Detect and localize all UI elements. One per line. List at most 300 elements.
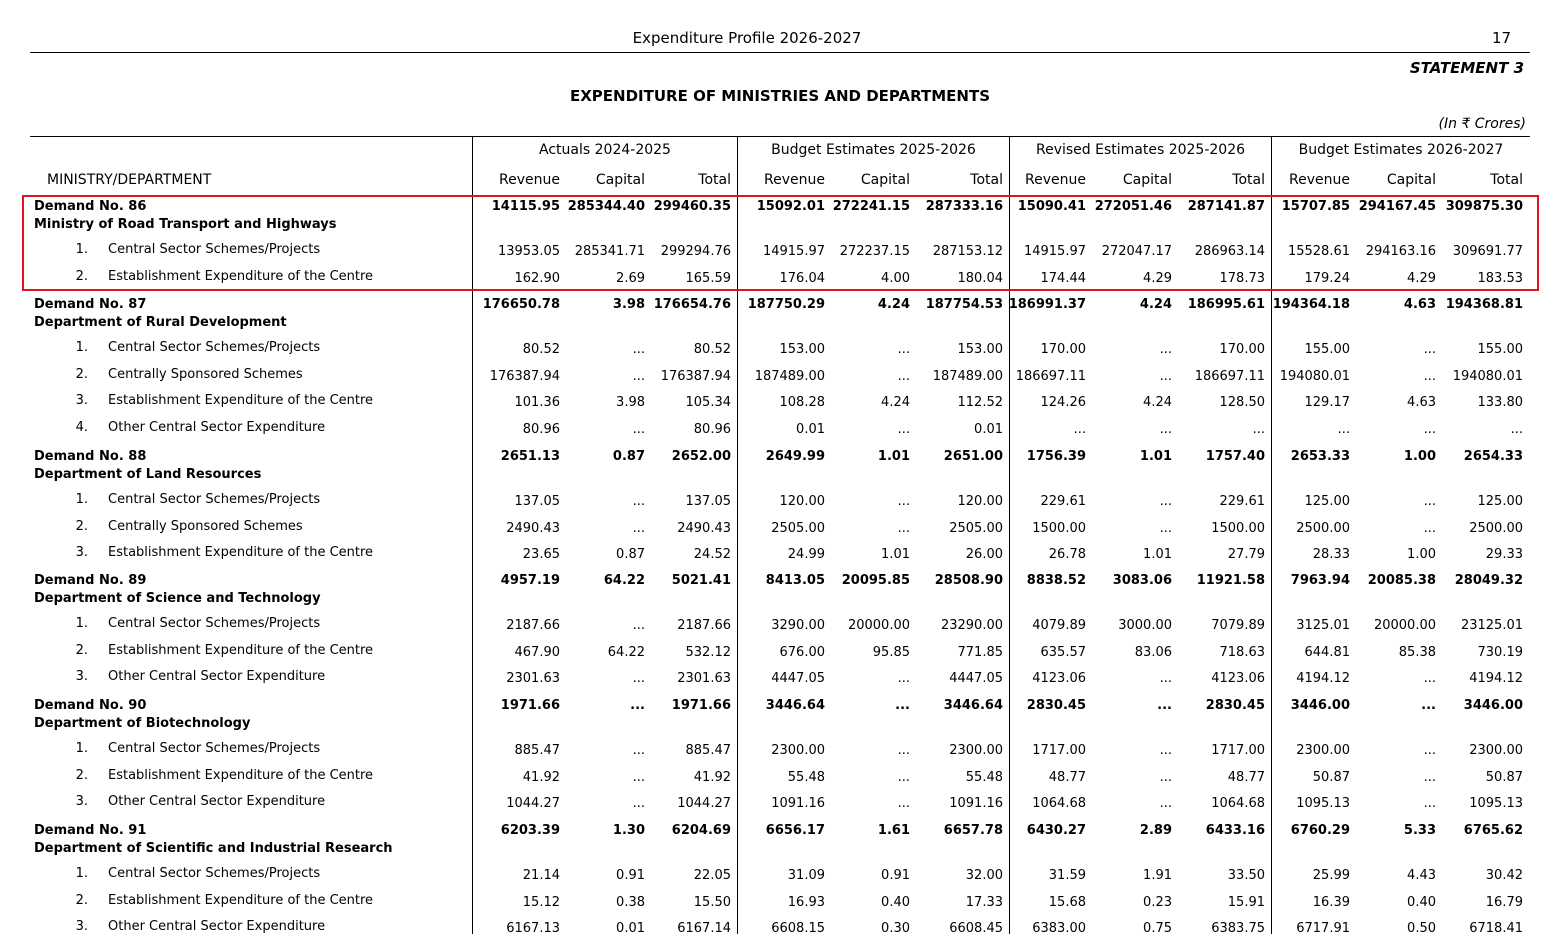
table-cell-value: 80.96 — [522, 421, 560, 437]
table-cell-value: 7963.94 — [1290, 573, 1350, 588]
table-cell-value: 1.00 — [1407, 547, 1436, 563]
table-cell-value: ... — [1073, 421, 1086, 437]
item-number: 2. — [75, 892, 88, 908]
table-cell-value: 15707.85 — [1281, 199, 1350, 214]
table-cell-value: 80.52 — [522, 342, 560, 357]
table-cell-value: 129.17 — [1304, 395, 1350, 411]
table-cell-value: 14115.95 — [491, 199, 560, 214]
table-cell-value: 165.59 — [685, 270, 731, 286]
table-cell-value: 3446.00 — [1290, 698, 1350, 713]
table-cell-value: 2300.00 — [771, 743, 825, 758]
item-number: 1. — [75, 616, 88, 631]
table-cell-value: 32.00 — [965, 868, 1003, 883]
table-cell-value: 50.87 — [1485, 769, 1523, 785]
table-cell-value: 1756.39 — [1026, 449, 1086, 464]
table-cell-value: 1044.27 — [506, 796, 560, 812]
table-cell-value: 0.75 — [1143, 921, 1172, 937]
table-cell-value: 153.00 — [957, 342, 1003, 357]
item-label: Central Sector Schemes/Projects — [108, 340, 321, 355]
table-cell-value: 80.52 — [693, 342, 731, 357]
table-cell-value: 2653.33 — [1290, 449, 1350, 464]
table-cell-value: 24.52 — [693, 547, 731, 563]
table-cell-value: ... — [1423, 421, 1436, 437]
table-cell-value: 176387.94 — [660, 368, 731, 384]
table-cell-value: 1500.00 — [1211, 520, 1265, 536]
table-cell-value: 4.43 — [1407, 868, 1436, 883]
table-cell-value: 179.24 — [1304, 270, 1350, 286]
demand-row — [0, 573, 1564, 593]
table-cell-value: 2500.00 — [1296, 520, 1350, 536]
table-cell-value: 0.01 — [616, 921, 645, 937]
item-label: Establishment Expenditure of the Centre — [108, 268, 374, 284]
table-cell-value: 1044.27 — [677, 796, 731, 812]
column-header: Capital — [1122, 172, 1172, 188]
table-cell-value: ... — [632, 796, 645, 812]
table-cell-value: 120.00 — [957, 494, 1003, 509]
table-cell-value: ... — [1423, 342, 1436, 357]
table-cell-value: 2651.13 — [500, 449, 560, 464]
table-cell-value: 676.00 — [779, 644, 825, 660]
table-row — [0, 519, 1564, 539]
table-cell-value: 2649.99 — [765, 449, 825, 464]
demand-number: Demand No. 87 — [34, 297, 147, 312]
column-header: Capital — [595, 172, 645, 188]
table-row — [0, 367, 1564, 387]
table-cell-value: 2300.00 — [1296, 743, 1350, 758]
table-cell-value: 299460.35 — [653, 199, 731, 214]
table-cell-value: 6656.17 — [765, 823, 825, 838]
column-header: Total — [1490, 172, 1523, 188]
table-cell-value: 178.73 — [1219, 270, 1265, 286]
table-cell-value: 3446.00 — [1463, 698, 1523, 713]
column-header: Capital — [1386, 172, 1436, 188]
table-cell-value: 635.57 — [1040, 644, 1086, 660]
table-cell-value: 2300.00 — [1469, 743, 1523, 758]
table-cell-value: 133.80 — [1477, 395, 1523, 411]
table-cell-value: 6608.45 — [949, 921, 1003, 937]
table-cell-value: ... — [1159, 494, 1172, 509]
table-cell-value: 15.12 — [522, 894, 560, 910]
column-header: Capital — [860, 172, 910, 188]
table-cell-value: ... — [1159, 769, 1172, 785]
table-cell-value: ... — [632, 769, 645, 785]
table-cell-value: 1.01 — [877, 449, 910, 464]
table-cell-value: 0.40 — [1407, 894, 1436, 910]
table-cell-value: 108.28 — [779, 395, 825, 411]
table-cell-value: 2505.00 — [771, 520, 825, 536]
table-cell-value: 5.33 — [1403, 823, 1436, 838]
table-cell-value: 2187.66 — [506, 618, 560, 633]
table-cell-value: 125.00 — [1477, 494, 1523, 509]
item-label: Other Central Sector Expenditure — [108, 419, 326, 435]
table-cell-value: 31.59 — [1048, 868, 1086, 883]
table-cell-value: 186697.11 — [1194, 368, 1265, 384]
table-cell-value: 2.89 — [1139, 823, 1172, 838]
table-cell-value: 50.87 — [1312, 769, 1350, 785]
table-cell-value: 25.99 — [1312, 868, 1350, 883]
table-cell-value: 31.09 — [787, 868, 825, 883]
department-name: Ministry of Road Transport and Highways — [34, 217, 337, 232]
table-cell-value: 6383.00 — [1032, 921, 1086, 937]
item-number: 2. — [75, 767, 88, 783]
table-cell-value: 4957.19 — [500, 573, 560, 588]
table-cell-value: 4194.12 — [1296, 671, 1350, 687]
table-row — [0, 492, 1564, 512]
table-cell-value: 2301.63 — [677, 671, 731, 687]
table-cell-value: 287153.12 — [932, 244, 1003, 259]
table-cell-value: 23290.00 — [940, 618, 1003, 633]
table-cell-value: 1.00 — [1403, 449, 1436, 464]
table-cell-value: 15092.01 — [756, 199, 825, 214]
item-label: Centrally Sponsored Schemes — [108, 366, 303, 382]
column-header: Total — [698, 172, 731, 188]
document-title: EXPENDITURE OF MINISTRIES AND DEPARTMENTS — [570, 87, 990, 105]
table-cell-value: 20000.00 — [847, 618, 910, 633]
table-cell-value: 4.24 — [881, 395, 910, 411]
table-cell-value: 1.01 — [1143, 547, 1172, 563]
table-cell-value: 4.63 — [1403, 297, 1436, 312]
table-cell-value: ... — [632, 743, 645, 758]
table-cell-value: 1064.68 — [1032, 796, 1086, 812]
table-cell-value: 80.96 — [693, 421, 731, 437]
table-row — [0, 741, 1564, 761]
table-cell-value: 20000.00 — [1373, 618, 1436, 633]
table-row — [0, 919, 1564, 939]
item-number: 3. — [75, 393, 88, 409]
table-row — [0, 616, 1564, 636]
table-cell-value: ... — [1252, 421, 1265, 437]
item-number: 3. — [75, 669, 88, 685]
table-cell-value: 644.81 — [1304, 644, 1350, 660]
table-row — [0, 643, 1564, 663]
table-cell-value: ... — [1423, 520, 1436, 536]
table-cell-value: 55.48 — [787, 769, 825, 785]
table-cell-value: 16.39 — [1312, 894, 1350, 910]
table-cell-value: 33.50 — [1227, 868, 1265, 883]
column-group-header: Revised Estimates 2025-2026 — [1035, 142, 1246, 158]
table-cell-value: 16.79 — [1485, 894, 1523, 910]
table-cell-value: 20095.85 — [841, 573, 910, 588]
table-cell-value: 3.98 — [616, 395, 645, 411]
page-header-title: Expenditure Profile 2026-2027 — [632, 29, 862, 47]
table-cell-value: 1.01 — [881, 547, 910, 563]
table-cell-value: 0.30 — [881, 921, 910, 937]
table-cell-value: 4.29 — [1143, 270, 1172, 286]
table-cell-value: 183.53 — [1477, 270, 1523, 286]
table-cell-value: 4.29 — [1407, 270, 1436, 286]
table-cell-value: 309875.30 — [1445, 199, 1523, 214]
column-header: Revenue — [499, 172, 560, 188]
table-cell-value: 95.85 — [872, 644, 910, 660]
table-cell-value: 187489.00 — [932, 368, 1003, 384]
table-cell-value: 286963.14 — [1194, 244, 1265, 259]
demand-row — [0, 698, 1564, 718]
table-cell-value: 176387.94 — [489, 368, 560, 384]
item-label: Central Sector Schemes/Projects — [108, 866, 321, 881]
table-top-rule — [30, 136, 1530, 137]
table-cell-value: ... — [1159, 368, 1172, 384]
table-cell-value: 137.05 — [685, 494, 731, 509]
table-cell-value: ... — [632, 342, 645, 357]
table-cell-value: 1064.68 — [1211, 796, 1265, 812]
table-cell-value: 187489.00 — [754, 368, 825, 384]
item-number: 1. — [75, 866, 88, 881]
table-cell-value: 4.24 — [877, 297, 910, 312]
table-row — [0, 866, 1564, 886]
table-cell-value: 532.12 — [685, 644, 731, 660]
table-cell-value: 0.91 — [881, 868, 910, 883]
table-cell-value: 272051.46 — [1094, 199, 1172, 214]
table-cell-value: 194364.18 — [1272, 297, 1350, 312]
table-cell-value: 0.38 — [616, 894, 645, 910]
item-label: Other Central Sector Expenditure — [108, 794, 326, 810]
table-cell-value: ... — [630, 698, 645, 713]
table-cell-value: 180.04 — [957, 270, 1003, 286]
item-label: Establishment Expenditure of the Centre — [108, 642, 374, 658]
table-cell-value: 287141.87 — [1187, 199, 1265, 214]
table-cell-value: 14915.97 — [762, 244, 825, 259]
table-cell-value: ... — [632, 494, 645, 509]
table-cell-value: 0.87 — [612, 449, 645, 464]
table-cell-value: 6765.62 — [1463, 823, 1523, 838]
table-cell-value: 155.00 — [1477, 342, 1523, 357]
demand-number: Demand No. 86 — [34, 199, 147, 214]
table-cell-value: 23.65 — [522, 547, 560, 563]
item-number: 1. — [75, 741, 88, 756]
item-number: 3. — [75, 919, 88, 935]
table-cell-value: 229.61 — [1040, 494, 1086, 509]
table-cell-value: ... — [897, 743, 910, 758]
table-cell-value: 885.47 — [514, 743, 560, 758]
demand-row — [0, 297, 1564, 317]
table-cell-value: ... — [632, 671, 645, 687]
table-cell-value: 1500.00 — [1032, 520, 1086, 536]
table-cell-value: 4079.89 — [1032, 618, 1086, 633]
table-cell-value: 1971.66 — [671, 698, 731, 713]
demand-number: Demand No. 89 — [34, 573, 147, 588]
table-cell-value: 0.40 — [881, 894, 910, 910]
item-label: Other Central Sector Expenditure — [108, 919, 326, 935]
table-cell-value: 1091.16 — [771, 796, 825, 812]
table-cell-value: ... — [1159, 743, 1172, 758]
table-cell-value: 309691.77 — [1452, 244, 1523, 259]
table-row — [0, 420, 1564, 440]
table-cell-value: 1.61 — [877, 823, 910, 838]
table-cell-value: 3125.01 — [1296, 618, 1350, 633]
table-cell-value: 6167.13 — [506, 921, 560, 937]
table-cell-value: 1091.16 — [949, 796, 1003, 812]
demand-number: Demand No. 91 — [34, 823, 147, 838]
demand-number: Demand No. 88 — [34, 449, 147, 464]
table-cell-value: 4447.05 — [949, 671, 1003, 687]
table-cell-value: 0.87 — [616, 547, 645, 563]
department-name: Department of Scientific and Industrial Research — [34, 841, 393, 856]
column-header: Total — [1232, 172, 1265, 188]
table-cell-value: 105.34 — [685, 395, 731, 411]
units-note: (In ₹ Crores) — [1438, 116, 1526, 132]
item-number: 2. — [75, 642, 88, 658]
table-cell-value: ... — [632, 618, 645, 633]
table-cell-value: 41.92 — [522, 769, 560, 785]
table-cell-value: 272241.15 — [832, 199, 910, 214]
table-cell-value: 4.00 — [881, 270, 910, 286]
column-header: Revenue — [1289, 172, 1350, 188]
table-cell-value: 15.50 — [693, 894, 731, 910]
table-cell-value: 6383.75 — [1211, 921, 1265, 937]
demand-row — [0, 823, 1564, 843]
table-cell-value: 28508.90 — [934, 573, 1003, 588]
item-number: 3. — [75, 545, 88, 561]
table-cell-value: 2505.00 — [949, 520, 1003, 536]
table-cell-value: 176.04 — [779, 270, 825, 286]
table-cell-value: 294163.16 — [1365, 244, 1436, 259]
table-cell-value: 2301.63 — [506, 671, 560, 687]
table-cell-value: 2500.00 — [1469, 520, 1523, 536]
item-number: 1. — [75, 242, 88, 257]
item-label: Establishment Expenditure of the Centre — [108, 545, 374, 561]
table-cell-value: 2187.66 — [677, 618, 731, 633]
item-number: 1. — [75, 492, 88, 507]
table-cell-value: 6167.14 — [677, 921, 731, 937]
table-cell-value: 1971.66 — [500, 698, 560, 713]
table-cell-value: 120.00 — [779, 494, 825, 509]
table-cell-value: 1.01 — [1139, 449, 1172, 464]
table-cell-value: ... — [1159, 520, 1172, 536]
table-cell-value: 28.33 — [1312, 547, 1350, 563]
item-number: 1. — [75, 340, 88, 355]
table-cell-value: 170.00 — [1040, 342, 1086, 357]
item-label: Establishment Expenditure of the Centre — [108, 767, 374, 783]
table-row — [0, 669, 1564, 689]
table-cell-value: 299294.76 — [660, 244, 731, 259]
table-cell-value: 1095.13 — [1469, 796, 1523, 812]
table-row — [0, 893, 1564, 913]
table-cell-value: 2490.43 — [506, 520, 560, 536]
table-cell-value: 41.92 — [693, 769, 731, 785]
table-cell-value: 174.44 — [1040, 270, 1086, 286]
table-cell-value: 176650.78 — [482, 297, 560, 312]
demand-number: Demand No. 90 — [34, 698, 147, 713]
header-rule — [30, 52, 1530, 53]
table-cell-value: 3083.06 — [1112, 573, 1172, 588]
table-cell-value: 124.26 — [1040, 395, 1086, 411]
column-group-header: Budget Estimates 2025-2026 — [771, 142, 976, 158]
item-label: Establishment Expenditure of the Centre — [108, 393, 374, 409]
table-cell-value: 287333.16 — [925, 199, 1003, 214]
table-row — [0, 768, 1564, 788]
item-label: Establishment Expenditure of the Centre — [108, 892, 374, 908]
table-cell-value: 285344.40 — [567, 199, 645, 214]
table-cell-value: 2654.33 — [1463, 449, 1523, 464]
item-label: Central Sector Schemes/Projects — [108, 741, 321, 756]
table-cell-value: 5021.41 — [671, 573, 731, 588]
table-cell-value: 16.93 — [787, 894, 825, 910]
table-cell-value: 6608.15 — [771, 921, 825, 937]
table-cell-value: 6204.69 — [671, 823, 731, 838]
table-cell-value: 30.42 — [1485, 868, 1523, 883]
table-cell-value: 229.61 — [1219, 494, 1265, 509]
table-cell-value: 8413.05 — [765, 573, 825, 588]
table-cell-value: ... — [897, 368, 910, 384]
table-cell-value: 0.23 — [1143, 894, 1172, 910]
table-cell-value: 8838.52 — [1026, 573, 1086, 588]
table-cell-value: 15.91 — [1227, 894, 1265, 910]
table-cell-value: 4123.06 — [1032, 671, 1086, 687]
table-cell-value: 6203.39 — [500, 823, 560, 838]
table-cell-value: 6760.29 — [1290, 823, 1350, 838]
table-cell-value: ... — [897, 769, 910, 785]
table-cell-value: 64.22 — [603, 573, 645, 588]
table-cell-value: 26.78 — [1048, 547, 1086, 563]
table-cell-value: ... — [1423, 494, 1436, 509]
department-name: Department of Land Resources — [34, 467, 262, 482]
table-cell-value: 2830.45 — [1026, 698, 1086, 713]
item-label: Other Central Sector Expenditure — [108, 669, 326, 685]
table-cell-value: 4.63 — [1407, 395, 1436, 411]
table-cell-value: 125.00 — [1304, 494, 1350, 509]
item-label: Central Sector Schemes/Projects — [108, 492, 321, 507]
table-cell-value: 15528.61 — [1287, 244, 1350, 259]
item-number: 2. — [75, 518, 88, 534]
table-cell-value: ... — [1421, 698, 1436, 713]
table-cell-value: ... — [1159, 342, 1172, 357]
table-cell-value: 194080.01 — [1452, 368, 1523, 384]
table-cell-value: 1757.40 — [1205, 449, 1265, 464]
statement-label: STATEMENT 3 — [1409, 59, 1524, 77]
table-cell-value: ... — [897, 421, 910, 437]
table-cell-value: 4194.12 — [1469, 671, 1523, 687]
table-cell-value: 3446.64 — [765, 698, 825, 713]
table-cell-value: 162.90 — [514, 270, 560, 286]
table-row — [0, 794, 1564, 814]
table-row — [0, 340, 1564, 360]
table-cell-value: 3290.00 — [771, 618, 825, 633]
department-name: Department of Biotechnology — [34, 716, 251, 731]
table-cell-value: 1717.00 — [1211, 743, 1265, 758]
item-label: Centrally Sponsored Schemes — [108, 518, 303, 534]
table-cell-value: 6433.16 — [1205, 823, 1265, 838]
table-cell-value: ... — [632, 421, 645, 437]
table-cell-value: ... — [1157, 698, 1172, 713]
table-cell-value: ... — [897, 671, 910, 687]
table-cell-value: ... — [1423, 769, 1436, 785]
table-cell-value: 15.68 — [1048, 894, 1086, 910]
table-cell-value: 23125.01 — [1460, 618, 1523, 633]
item-number: 2. — [75, 366, 88, 382]
table-cell-value: 730.19 — [1477, 644, 1523, 660]
table-cell-value: 28049.32 — [1454, 573, 1523, 588]
table-cell-value: 48.77 — [1048, 769, 1086, 785]
table-cell-value: 3.98 — [612, 297, 645, 312]
ministry-column-header: MINISTRY/DEPARTMENT — [47, 172, 212, 188]
table-cell-value: 0.01 — [796, 421, 825, 437]
table-cell-value: 55.48 — [965, 769, 1003, 785]
table-cell-value: 186995.61 — [1187, 297, 1265, 312]
table-cell-value: 2830.45 — [1205, 698, 1265, 713]
table-cell-value: 22.05 — [693, 868, 731, 883]
table-cell-value: 15090.41 — [1017, 199, 1086, 214]
table-row — [0, 393, 1564, 413]
table-cell-value: 294167.45 — [1358, 199, 1436, 214]
table-cell-value: 771.85 — [957, 644, 1003, 660]
item-number: 3. — [75, 794, 88, 810]
table-cell-value: 194368.81 — [1445, 297, 1523, 312]
table-cell-value: 170.00 — [1219, 342, 1265, 357]
table-cell-value: 0.91 — [616, 868, 645, 883]
table-cell-value: 2651.00 — [943, 449, 1003, 464]
table-cell-value: 128.50 — [1219, 395, 1265, 411]
table-cell-value: 155.00 — [1304, 342, 1350, 357]
